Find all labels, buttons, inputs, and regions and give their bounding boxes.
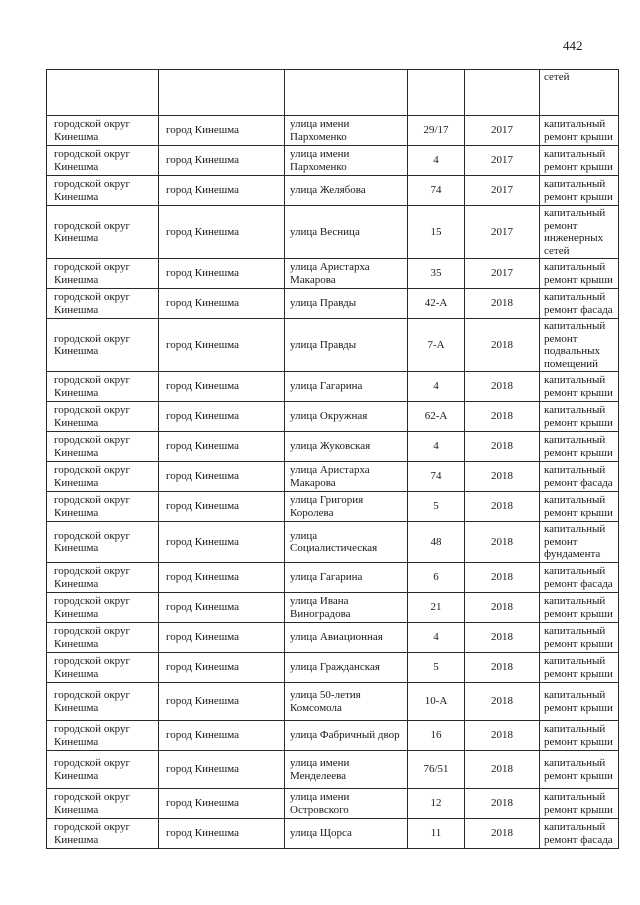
table-row <box>47 259 619 289</box>
year-cell: 2017 <box>465 146 540 176</box>
table-row <box>47 492 619 522</box>
number-cell: 5 <box>408 653 465 683</box>
work-cell: капитальный ремонт фундамента <box>540 522 619 563</box>
work-cell: капитальный ремонт крыши <box>540 402 619 432</box>
table-row <box>47 176 619 206</box>
street-cell: улица имени Пархоменко <box>285 116 408 146</box>
number-cell: 4 <box>408 623 465 653</box>
city-cell: город Кинешма <box>159 653 285 683</box>
city-cell: город Кинешма <box>159 593 285 623</box>
table-row <box>47 653 619 683</box>
district-cell: городской округ Кинешма <box>47 289 159 319</box>
table-row <box>47 563 619 593</box>
number-cell: 12 <box>408 789 465 819</box>
city-cell: город Кинешма <box>159 372 285 402</box>
district-cell: городской округ Кинешма <box>47 372 159 402</box>
street-cell: улица имени Менделеева <box>285 751 408 789</box>
city-cell: город Кинешма <box>159 492 285 522</box>
table-row <box>47 146 619 176</box>
table-row <box>47 432 619 462</box>
city-cell: город Кинешма <box>159 751 285 789</box>
district-cell: городской округ Кинешма <box>47 593 159 623</box>
year-cell: 2017 <box>465 116 540 146</box>
district-cell <box>47 70 159 116</box>
street-cell: улица Авиационная <box>285 623 408 653</box>
city-cell: город Кинешма <box>159 563 285 593</box>
year-cell: 2017 <box>465 259 540 289</box>
number-cell: 10-А <box>408 683 465 721</box>
number-cell: 6 <box>408 563 465 593</box>
district-cell: городской округ Кинешма <box>47 819 159 849</box>
year-cell <box>465 70 540 116</box>
street-cell: улица Ивана Виноградова <box>285 593 408 623</box>
work-cell: капитальный ремонт крыши <box>540 789 619 819</box>
city-cell: город Кинешма <box>159 206 285 259</box>
year-cell: 2018 <box>465 789 540 819</box>
table-row <box>47 206 619 259</box>
street-cell: улица Щорса <box>285 819 408 849</box>
table-row <box>47 819 619 849</box>
table-row <box>47 623 619 653</box>
table-row <box>47 593 619 623</box>
street-cell: улица Окружная <box>285 402 408 432</box>
street-cell: улица Жуковская <box>285 432 408 462</box>
number-cell: 21 <box>408 593 465 623</box>
district-cell: городской округ Кинешма <box>47 623 159 653</box>
street-cell <box>285 70 408 116</box>
number-cell: 5 <box>408 492 465 522</box>
table-row <box>47 462 619 492</box>
year-cell: 2018 <box>465 522 540 563</box>
work-cell: капитальный ремонт крыши <box>540 623 619 653</box>
table-row <box>47 683 619 721</box>
district-cell: городской округ Кинешма <box>47 402 159 432</box>
street-cell: улица Правды <box>285 289 408 319</box>
year-cell: 2018 <box>465 683 540 721</box>
table-row <box>47 116 619 146</box>
district-cell: городской округ Кинешма <box>47 653 159 683</box>
district-cell: городской округ Кинешма <box>47 432 159 462</box>
street-cell: улица Желябова <box>285 176 408 206</box>
district-cell: городской округ Кинешма <box>47 492 159 522</box>
work-cell: капитальный ремонт крыши <box>540 432 619 462</box>
street-cell: улица Гагарина <box>285 563 408 593</box>
street-cell: улица имени Пархоменко <box>285 146 408 176</box>
work-cell: капитальный ремонт фасада <box>540 819 619 849</box>
year-cell: 2018 <box>465 751 540 789</box>
work-cell: капитальный ремонт крыши <box>540 721 619 751</box>
district-cell: городской округ Кинешма <box>47 789 159 819</box>
year-cell: 2018 <box>465 593 540 623</box>
number-cell: 42-А <box>408 289 465 319</box>
work-cell: капитальный ремонт крыши <box>540 176 619 206</box>
work-cell: капитальный ремонт крыши <box>540 683 619 721</box>
year-cell: 2018 <box>465 432 540 462</box>
city-cell: город Кинешма <box>159 683 285 721</box>
district-cell: городской округ Кинешма <box>47 206 159 259</box>
district-cell: городской округ Кинешма <box>47 259 159 289</box>
street-cell: улица Правды <box>285 319 408 372</box>
city-cell <box>159 70 285 116</box>
city-cell: город Кинешма <box>159 721 285 751</box>
city-cell: город Кинешма <box>159 259 285 289</box>
number-cell <box>408 70 465 116</box>
city-cell: город Кинешма <box>159 116 285 146</box>
district-cell: городской округ Кинешма <box>47 751 159 789</box>
number-cell: 62-А <box>408 402 465 432</box>
work-cell: капитальный ремонт крыши <box>540 372 619 402</box>
year-cell: 2018 <box>465 462 540 492</box>
year-cell: 2018 <box>465 623 540 653</box>
work-cell: капитальный ремонт крыши <box>540 751 619 789</box>
number-cell: 29/17 <box>408 116 465 146</box>
work-cell: капитальный ремонт крыши <box>540 653 619 683</box>
district-cell: городской округ Кинешма <box>47 146 159 176</box>
year-cell: 2018 <box>465 563 540 593</box>
table-row <box>47 319 619 372</box>
table-row <box>47 789 619 819</box>
city-cell: город Кинешма <box>159 819 285 849</box>
table-row <box>47 522 619 563</box>
year-cell: 2018 <box>465 492 540 522</box>
district-cell: городской округ Кинешма <box>47 721 159 751</box>
page-number: 442 <box>563 38 583 53</box>
number-cell: 11 <box>408 819 465 849</box>
year-cell: 2018 <box>465 319 540 372</box>
table-row <box>47 402 619 432</box>
number-cell: 76/51 <box>408 751 465 789</box>
city-cell: город Кинешма <box>159 522 285 563</box>
work-cell: капитальный ремонт фасада <box>540 289 619 319</box>
year-cell: 2018 <box>465 289 540 319</box>
continuation-row <box>47 70 619 116</box>
district-cell: городской округ Кинешма <box>47 522 159 563</box>
work-cell: капитальный ремонт крыши <box>540 116 619 146</box>
city-cell: город Кинешма <box>159 432 285 462</box>
district-cell: городской округ Кинешма <box>47 683 159 721</box>
district-cell: городской округ Кинешма <box>47 462 159 492</box>
work-cell: капитальный ремонт крыши <box>540 593 619 623</box>
street-cell: улица 50-летия Комсомола <box>285 683 408 721</box>
year-cell: 2018 <box>465 653 540 683</box>
street-cell: улица Фабричный двор <box>285 721 408 751</box>
work-cell: сетей <box>540 70 619 116</box>
street-cell: улица Аристарха Макарова <box>285 259 408 289</box>
number-cell: 16 <box>408 721 465 751</box>
number-cell: 4 <box>408 146 465 176</box>
work-cell: капитальный ремонт крыши <box>540 259 619 289</box>
city-cell: город Кинешма <box>159 289 285 319</box>
district-cell: городской округ Кинешма <box>47 176 159 206</box>
table-row <box>47 289 619 319</box>
work-cell: капитальный ремонт крыши <box>540 492 619 522</box>
street-cell: улица имени Островского <box>285 789 408 819</box>
year-cell: 2017 <box>465 176 540 206</box>
table-row <box>47 721 619 751</box>
number-cell: 15 <box>408 206 465 259</box>
number-cell: 35 <box>408 259 465 289</box>
number-cell: 74 <box>408 462 465 492</box>
street-cell: улица Весница <box>285 206 408 259</box>
city-cell: город Кинешма <box>159 402 285 432</box>
year-cell: 2018 <box>465 372 540 402</box>
district-cell: городской округ Кинешма <box>47 563 159 593</box>
work-cell: капитальный ремонт подвальных помещений <box>540 319 619 372</box>
work-cell: капитальный ремонт фасада <box>540 563 619 593</box>
street-cell: улица Гражданская <box>285 653 408 683</box>
year-cell: 2018 <box>465 819 540 849</box>
number-cell: 74 <box>408 176 465 206</box>
street-cell: улица Аристарха Макарова <box>285 462 408 492</box>
district-cell: городской округ Кинешма <box>47 116 159 146</box>
city-cell: город Кинешма <box>159 176 285 206</box>
housing-repair-table <box>46 69 619 849</box>
work-cell: капитальный ремонт крыши <box>540 146 619 176</box>
number-cell: 4 <box>408 432 465 462</box>
street-cell: улица Гагарина <box>285 372 408 402</box>
table-row <box>47 751 619 789</box>
street-cell: улица Григория Королева <box>285 492 408 522</box>
number-cell: 7-А <box>408 319 465 372</box>
city-cell: город Кинешма <box>159 319 285 372</box>
table-row <box>47 372 619 402</box>
year-cell: 2018 <box>465 402 540 432</box>
year-cell: 2017 <box>465 206 540 259</box>
work-cell: капитальный ремонт фасада <box>540 462 619 492</box>
number-cell: 4 <box>408 372 465 402</box>
city-cell: город Кинешма <box>159 146 285 176</box>
city-cell: город Кинешма <box>159 623 285 653</box>
year-cell: 2018 <box>465 721 540 751</box>
street-cell: улица Социалистическая <box>285 522 408 563</box>
city-cell: город Кинешма <box>159 462 285 492</box>
work-cell: капитальный ремонт инженерных сетей <box>540 206 619 259</box>
number-cell: 48 <box>408 522 465 563</box>
district-cell: городской округ Кинешма <box>47 319 159 372</box>
city-cell: город Кинешма <box>159 789 285 819</box>
